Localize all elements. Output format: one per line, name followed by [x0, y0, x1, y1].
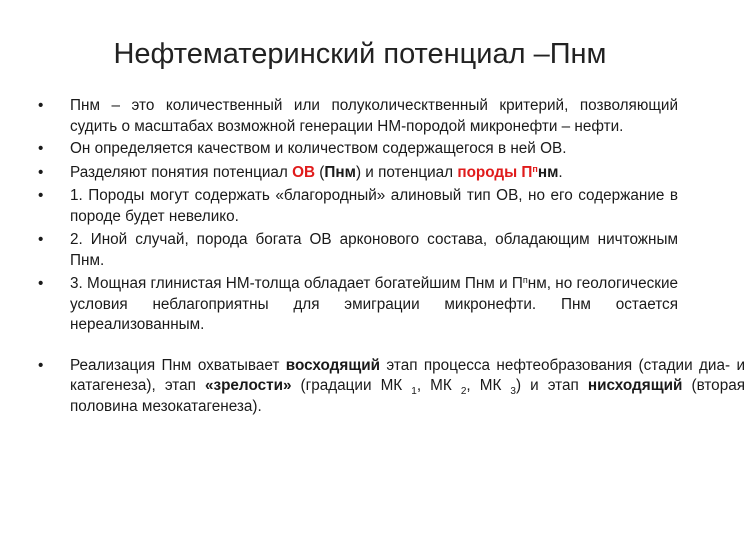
bullet-marker: •	[38, 187, 44, 204]
term-pnm: Пнм	[324, 163, 356, 181]
bullet-item	[38, 139, 678, 160]
bullet-text: 1. Породы могут содержать «благородный» алиновый тип ОВ, но его содержание в породе будет невелико.	[70, 187, 678, 225]
bullet-item	[38, 356, 745, 418]
highlight-rock: породы П	[457, 163, 533, 181]
bullet-marker: •	[38, 97, 44, 114]
bullet-marker: •	[38, 275, 44, 292]
highlight-ov: ОВ	[292, 163, 316, 181]
bullet-text: Разделяют понятия потенциал ОВ (Пнм) и потенциал породы $П^пнм$.	[70, 163, 563, 181]
bullet-item	[38, 186, 678, 227]
bullet-item	[38, 96, 678, 137]
bullet-text: Он определяется качеством и количеством содержащегося в ней ОВ.	[70, 140, 567, 157]
bullet-item	[38, 230, 678, 271]
bullet-text: Реализация Пнм охватывает восходящий этап процесса нефтеобразования (стадии диа- и катагенеза), этап «зрелости» (градации МК $_1$, МК $_2$, МК $_3$) и этап нисходящий (вторая половина мезокатагенеза).	[70, 356, 745, 415]
bullet-item	[38, 163, 678, 184]
bullet-marker: •	[38, 356, 44, 374]
bullet-marker: •	[38, 231, 44, 248]
bullet-marker: •	[38, 140, 44, 157]
bullet-marker: •	[38, 163, 44, 181]
bullet-text: 2. Иной случай, порода богата ОВ арконового состава, обладающим ничтожным Пнм.	[70, 231, 678, 269]
bullet-text: Пнм – это количественный или полуколическтвенный критерий, позволяющий судить о масштабах возможной генерации НМ-породой микронефти – нефти.	[70, 97, 678, 135]
slide-title: Нефтематеринский потенциал –Пнм	[113, 38, 607, 70]
term-ascending: восходящий	[285, 356, 381, 374]
term-maturity: «зрелости»	[204, 377, 292, 394]
bullet-list	[38, 96, 745, 417]
spacer	[38, 336, 678, 356]
bullet-item	[38, 274, 678, 336]
term-descending: нисходящий	[587, 377, 683, 394]
bullet-text: 3. Мощная глинистая НМ-толща обладает богатейшим Пнм и $П^пнм$, но геологические условия неблагоприятны для эмиграции микронефти. Пнм остается нереализованным.	[70, 275, 678, 333]
